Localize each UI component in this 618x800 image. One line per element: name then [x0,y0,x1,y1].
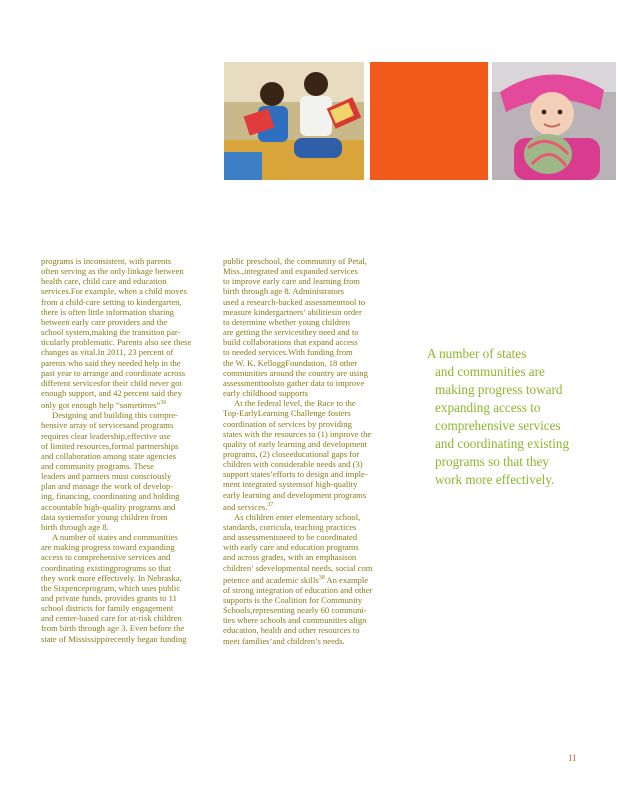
text-line: ment integrated systemsof high-quality [223,479,358,490]
text-line: school system,making the transition par- [41,327,181,338]
text-line: standards, curricula, teaching practices [223,521,357,532]
pull-quote-line: comprehensive services [435,418,561,433]
text-line: ticularly problematic. Parents also see these [41,337,192,348]
text-line: access to comprehensive services and [41,552,171,563]
text-line: to improve early care and learning from [223,276,360,287]
text-line: coordination of services by providing [223,418,352,429]
pull-quote [427,345,602,489]
text-line: of strong integration of education and other [223,584,373,595]
footnote-ref: 37 [267,501,274,508]
text-line: education, health and other resources to [223,625,360,636]
text-line: programs, (2) closeeducational gaps for [223,448,360,459]
text-line: Miss.,integrated and expanded services [223,266,358,277]
text-line: petence and academic skills$^{38}$ An example [223,574,369,585]
text-line: Top-EarlyLearning Challenge fosters [223,408,351,419]
text-line: to needed services.With funding from [223,347,353,358]
text-line: they work more effectively. In Nebraska, [41,572,182,583]
text-line: of limited resources,formal partnerships [41,440,179,451]
text-line: requires clear leadership,effective use [41,430,171,441]
text-line: meet families’and children’s needs. [223,635,345,646]
text-line: school districts for family engagement [41,603,174,614]
text-line: used a research-backed assessmenttool to [223,296,366,307]
body-column-middle [223,256,401,646]
toddler-with-ball-photo [492,62,616,180]
text-line: supports is the Coalition for Community [223,594,363,605]
text-line: health care, child care and education [41,276,167,287]
text-line: build collaborations that expand access [223,337,358,348]
text-line: measure kindergartners’ abilitiesin order [223,306,362,317]
pull-quote-line: and communities are [435,364,545,379]
text-line: A number of states and communities [52,532,178,543]
text-line: services.For example, when a child moves [41,286,187,297]
pull-quote-line: and coordinating existing [435,436,570,451]
text-line: early childhood supports [223,388,308,399]
text-line: there is often little information sharing [41,306,174,317]
text-line: and across grades, with an emphasison [223,552,357,563]
text-line: the Sixpenceprogram, which uses public [41,582,181,593]
pull-quote-line: making progress toward [435,382,563,397]
text-line: leaders and partners must consciously [41,471,172,482]
text-line: early learning and development programs [223,489,367,500]
text-line: plan and manage the work of develop- [41,481,174,492]
pull-quote-line: work more effectively. [435,472,555,487]
text-line: data systemsfor young children from [41,511,168,522]
text-line: Schools,representing nearly 60 communi- [223,605,367,616]
text-line: different servicesfor their child never got [41,377,182,388]
text-line: accountable high-quality programs and [41,501,176,512]
text-line: children’ sdevelopmental needs, social com [223,562,373,573]
text-line: programs is inconsistent, with parents [41,256,172,266]
text-line: and center-based care for at-risk children [41,613,182,624]
text-line: from a child-care setting to kindergarten, [41,296,182,307]
text-line: children with considerable needs and (3) [223,459,363,470]
text-line: assessmenttoolsto gather data to improve [223,377,365,388]
text-line: between early care providers and the [41,316,168,327]
text-line: and community programs. These [41,460,154,471]
text-line: birth through age 8. [41,521,109,532]
text-line: with early care and education programs [223,542,359,553]
text-line: are getting the servicesthey need and to [223,327,359,338]
pull-quote-line: programs so that they [435,454,549,469]
footnote-ref: 38 [318,574,325,581]
text-line: Designing and building this compre- [52,410,179,421]
text-line: only got enough help “sometimes”$^{36}$ [41,400,167,411]
body-column-left [41,256,215,644]
text-line: past year to arrange and coordinate across [41,367,186,378]
text-line: states with the resources to (1) improve the [223,428,372,439]
page-number: 11 [568,753,577,763]
text-line: are making progress toward expanding [41,542,175,553]
text-line: hensive array of servicesand programs [41,420,174,431]
text-line: state of Mississippirecently began funding [41,633,187,644]
text-line: coordinating existingprograms so that [41,562,172,573]
text-line: and private funds, provides grants to 11 [41,593,177,604]
text-line: and assessmentsneed to be coordinated [223,532,358,543]
text-line: from birth through age 3. Even before the [41,623,185,634]
text-line: often serving as the only linkage between [41,266,184,277]
text-line: changes as vital.In 2011, 23 percent of [41,347,174,358]
text-line: communities around the country are using [223,367,368,378]
children-reading-photo [224,62,364,180]
orange-accent-block [370,62,488,180]
text-line: ing, financing, coordinating and holding [41,491,180,502]
text-line: enough support, and 42 percent said they [41,388,183,399]
text-line: As children enter elementary school, [234,511,361,522]
text-line: ties where schools and communities align [223,615,367,626]
pull-quote-line: A number of states [427,346,527,361]
text-line: and services.$^{37}$ [223,501,274,512]
text-line: support states’efforts to design and imple- [223,469,368,480]
text-line: At the federal level, the Race to the [234,398,356,409]
text-line: public preschool, the community of Petal, [223,256,367,266]
text-line: the W. K. KelloggFoundation, 18 other [223,357,358,368]
pull-quote-line: expanding access to [435,400,541,415]
text-line: parents who said they needed help in the [41,357,181,368]
text-line: quality of early learning and development [223,438,367,449]
text-line: and collaboration among state agencies [41,450,177,461]
text-line: to determine whether young children [223,316,350,327]
text-line: birth through age 8. Administrators [223,286,345,297]
footnote-ref: 36 [160,400,167,407]
